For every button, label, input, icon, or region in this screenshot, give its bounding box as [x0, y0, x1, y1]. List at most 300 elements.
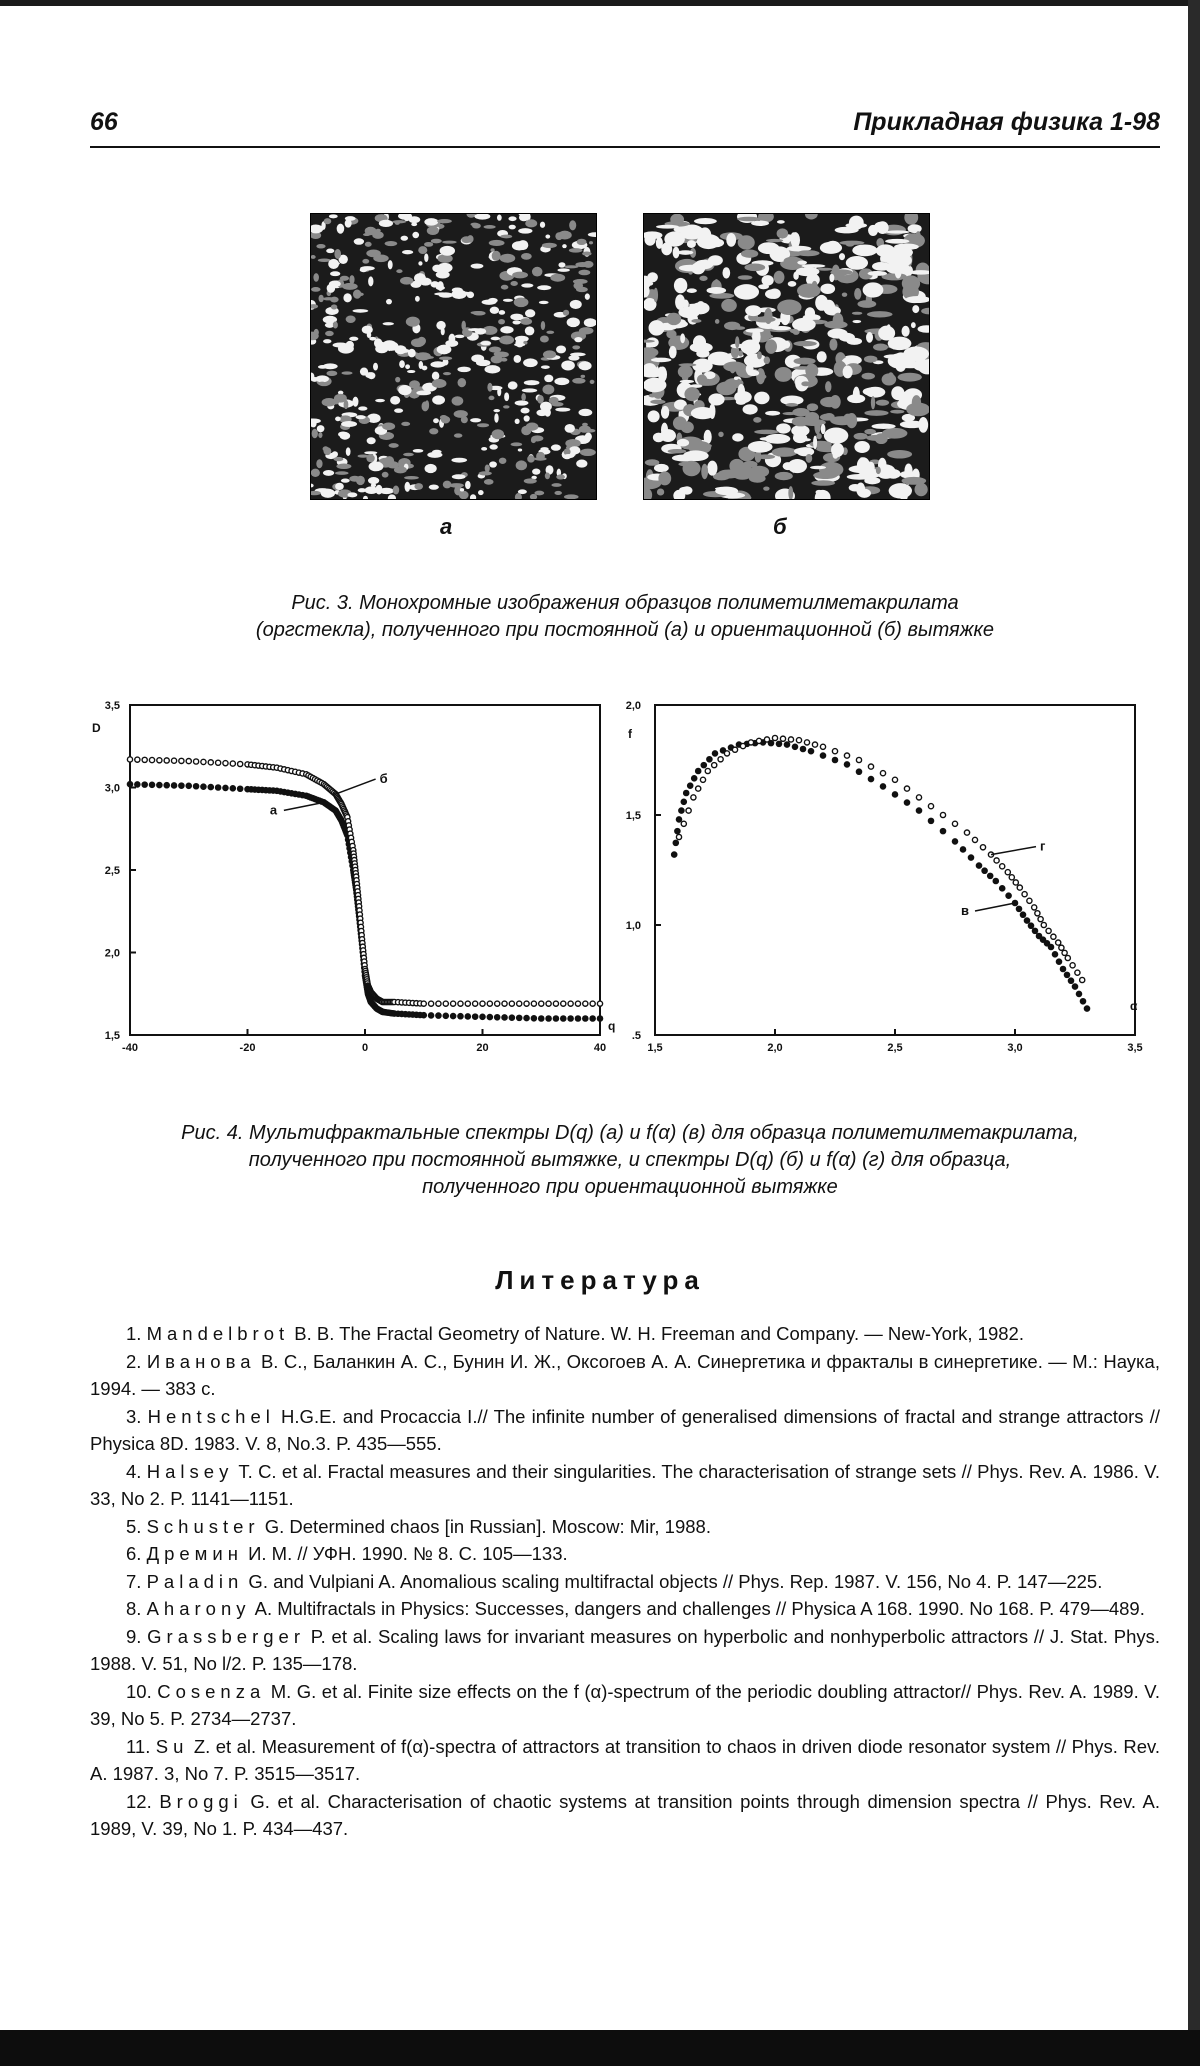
- texture-blob: [489, 444, 497, 449]
- texture-blob: [697, 301, 704, 306]
- texture-blob: [394, 408, 403, 412]
- texture-blob: [316, 375, 329, 382]
- texture-blob: [344, 400, 349, 409]
- texture-blob: [678, 227, 686, 232]
- texture-blob: [572, 378, 585, 384]
- texture-blob: [754, 430, 778, 435]
- texture-blob: [854, 433, 868, 440]
- texture-blob: [551, 483, 561, 487]
- reference-number: 8.: [126, 1598, 147, 1619]
- texture-blob: [887, 450, 912, 459]
- data-point: [135, 782, 140, 787]
- texture-blob: [845, 223, 867, 228]
- data-point: [880, 771, 885, 776]
- figure4-caption-line1: Рис. 4. Мультифрактальные спектры D(q) (а) и f(α) (в) для образца полиметилметакрилата,: [181, 1122, 1079, 1144]
- texture-blob: [911, 322, 916, 328]
- annotation-label: а: [269, 802, 278, 818]
- reference-author: Broggi: [159, 1790, 243, 1812]
- texture-blob: [743, 404, 758, 414]
- texture-blob: [317, 425, 325, 432]
- texture-blob: [454, 433, 462, 437]
- texture-blob: [678, 365, 693, 378]
- texture-blob: [376, 485, 383, 495]
- texture-blob: [788, 281, 797, 287]
- texture-image-b: [643, 213, 930, 500]
- texture-blob: [331, 304, 337, 309]
- texture-blob: [374, 338, 382, 348]
- data-point: [1052, 952, 1057, 957]
- texture-blob: [709, 293, 734, 299]
- texture-blob: [418, 246, 427, 254]
- data-point: [856, 757, 861, 762]
- data-point: [679, 808, 684, 813]
- texture-blob: [758, 284, 769, 289]
- texture-blob: [886, 230, 910, 233]
- texture-blob: [823, 300, 835, 314]
- texture-blob: [515, 419, 520, 424]
- texture-blob: [774, 271, 785, 284]
- texture-blob: [497, 387, 501, 396]
- data-point: [561, 1016, 566, 1021]
- texture-blob: [734, 376, 738, 380]
- texture-blob: [522, 388, 537, 392]
- texture-blob: [521, 253, 532, 260]
- series-1: [672, 740, 1090, 1011]
- texture-blob: [516, 460, 527, 470]
- data-point: [1080, 999, 1085, 1004]
- texture-blob: [403, 453, 414, 457]
- texture-blob: [437, 345, 452, 355]
- texture-blob: [371, 483, 376, 487]
- texture-blob: [805, 307, 815, 319]
- texture-blob: [541, 365, 550, 369]
- texture-blob: [801, 381, 810, 386]
- texture-blob: [398, 385, 411, 395]
- texture-blob: [439, 292, 453, 297]
- texture-blob: [549, 397, 559, 404]
- texture-blob: [585, 293, 590, 299]
- data-point: [524, 1001, 529, 1006]
- texture-blob: [858, 489, 871, 498]
- texture-blob: [589, 241, 593, 244]
- texture-blob: [386, 299, 392, 304]
- texture-blob: [863, 282, 884, 297]
- data-point: [568, 1016, 573, 1021]
- texture-blob: [433, 418, 439, 423]
- texture-blob: [492, 251, 501, 261]
- data-point: [531, 1001, 536, 1006]
- data-point: [171, 758, 176, 763]
- annotation-leader: [284, 802, 324, 810]
- texture-blob: [891, 386, 904, 400]
- data-point: [465, 1001, 470, 1006]
- data-point: [186, 759, 191, 764]
- data-point: [201, 784, 206, 789]
- texture-blob: [699, 276, 707, 281]
- data-point: [1032, 928, 1037, 933]
- texture-blob: [578, 270, 590, 276]
- texture-blob: [485, 465, 490, 473]
- data-point: [1032, 905, 1037, 910]
- annotation-leader: [336, 779, 376, 794]
- texture-blob: [531, 435, 543, 441]
- data-point: [1013, 880, 1018, 885]
- annotation-leader: [975, 903, 1015, 911]
- data-point: [1022, 892, 1027, 897]
- texture-blob: [321, 489, 335, 498]
- figure4-caption-line3: полученного при ориентационной вытяжке: [422, 1176, 838, 1198]
- texture-blob: [544, 375, 553, 382]
- texture-blob: [324, 218, 332, 224]
- data-point: [421, 1001, 426, 1006]
- texture-blob: [644, 378, 666, 393]
- data-point: [972, 837, 977, 842]
- texture-blob: [484, 225, 496, 229]
- texture-blob: [578, 409, 592, 416]
- data-point: [1000, 886, 1005, 891]
- reference-item: [90, 1623, 1160, 1678]
- data-point: [844, 753, 849, 758]
- texture-blob: [738, 275, 753, 279]
- texture-blob: [556, 474, 565, 479]
- data-point: [1060, 966, 1065, 971]
- texture-blob: [489, 346, 501, 352]
- texture-blob: [868, 271, 887, 276]
- texture-blob: [738, 235, 755, 249]
- data-point: [1075, 970, 1080, 975]
- texture-blob: [432, 379, 447, 388]
- texture-blob: [582, 423, 588, 426]
- texture-blob: [885, 239, 909, 244]
- data-point: [756, 738, 761, 743]
- texture-blob: [805, 364, 818, 378]
- texture-blob: [852, 320, 861, 323]
- texture-blob: [514, 298, 529, 308]
- data-point: [553, 1016, 558, 1021]
- data-point: [686, 808, 691, 813]
- data-point: [142, 757, 147, 762]
- texture-blob: [890, 410, 904, 414]
- data-point: [193, 759, 198, 764]
- texture-blob: [430, 361, 445, 367]
- texture-blob: [355, 415, 365, 419]
- texture-blob: [691, 407, 715, 419]
- reference-text: И. М. // УФН. 1990. № 8. С. 105—133.: [242, 1543, 568, 1564]
- reference-item: [90, 1568, 1160, 1596]
- texture-blob: [811, 480, 835, 486]
- texture-blob: [325, 331, 334, 336]
- data-point: [880, 784, 885, 789]
- texture-blob: [407, 370, 415, 373]
- data-point: [712, 751, 717, 756]
- texture-blob: [518, 228, 532, 234]
- texture-blob: [658, 471, 671, 485]
- data-point: [705, 768, 710, 773]
- texture-blob: [765, 411, 780, 416]
- texture-blob: [366, 249, 381, 257]
- x-axis-label: q: [608, 1019, 616, 1033]
- texture-blob: [867, 311, 893, 317]
- texture-blob: [318, 365, 327, 369]
- data-point: [707, 757, 712, 762]
- texture-blob: [846, 242, 855, 247]
- data-point: [800, 746, 805, 751]
- data-point: [531, 1016, 536, 1021]
- texture-blob: [346, 315, 356, 322]
- texture-blob: [724, 322, 740, 330]
- data-point: [223, 785, 228, 790]
- texture-blob: [473, 311, 486, 315]
- reference-author: Aharony: [146, 1598, 251, 1619]
- texture-blob: [404, 217, 409, 221]
- texture-blob: [501, 358, 508, 362]
- reference-item: [90, 1678, 1160, 1733]
- reference-number: 1.: [126, 1323, 147, 1344]
- annotation-leader: [991, 847, 1036, 855]
- texture-blob: [418, 261, 422, 265]
- texture-blob: [541, 321, 545, 330]
- texture-blob: [500, 254, 516, 263]
- texture-blob: [334, 395, 340, 404]
- texture-blob: [564, 265, 578, 268]
- data-point: [916, 795, 921, 800]
- data-point: [502, 1015, 507, 1020]
- data-point: [1051, 934, 1056, 939]
- texture-blob: [512, 272, 528, 279]
- data-point: [590, 1001, 595, 1006]
- texture-blob: [367, 372, 375, 379]
- texture-blob: [425, 400, 429, 410]
- texture-blob: [573, 279, 588, 284]
- texture-blob: [757, 351, 762, 359]
- reference-text: A. Multifractals in Physics: Successes, dangers and challenges // Physica A 168. 1990. No 168. P. 479—489.: [250, 1598, 1145, 1619]
- annotation-label: г: [1040, 838, 1046, 854]
- texture-blob: [401, 236, 409, 241]
- data-point: [960, 847, 965, 852]
- data-point: [1027, 898, 1032, 903]
- texture-blob: [362, 259, 369, 264]
- data-point: [1046, 928, 1051, 933]
- texture-blob: [678, 307, 700, 318]
- y-tick-label: 2,5: [104, 865, 120, 877]
- texture-blob: [684, 387, 699, 401]
- texture-blob: [335, 417, 341, 422]
- texture-blob: [570, 353, 586, 357]
- reference-text: M. G. et al. Finite size effects on the f (α)-spectrum of the periodic doubling attractor// Phys. Rev. A. 1989. V. 39, No 5. P. 2734—2737.: [90, 1680, 1161, 1729]
- texture-blob: [696, 350, 709, 358]
- texture-blob: [503, 299, 513, 302]
- data-point: [940, 829, 945, 834]
- data-point: [701, 763, 706, 768]
- data-point: [208, 784, 213, 789]
- texture-blob: [478, 490, 484, 495]
- texture-blob: [413, 449, 424, 453]
- data-point: [583, 1001, 588, 1006]
- texture-blob: [481, 447, 487, 451]
- y-tick-label: 3,5: [104, 700, 120, 712]
- texture-blob: [542, 385, 554, 395]
- texture-blob: [912, 305, 919, 313]
- texture-blob: [544, 408, 551, 416]
- reference-number: 2.: [126, 1350, 147, 1372]
- texture-blob: [399, 360, 405, 368]
- texture-blob: [580, 449, 596, 456]
- y-axis-label: D: [92, 721, 101, 735]
- data-point: [928, 818, 933, 823]
- texture-blob: [349, 476, 360, 482]
- texture-blob: [427, 226, 439, 235]
- reference-text: T. C. et al. Fractal measures and their singularities. The characterisation of strange sets // Phys. Rev. A. 1986. V. 33, No 2. P. 1141—1151.: [90, 1460, 1161, 1509]
- reference-item: [90, 1513, 1160, 1541]
- data-point: [748, 740, 753, 745]
- texture-blob: [449, 483, 464, 488]
- texture-blob: [330, 297, 339, 303]
- data-point: [692, 776, 697, 781]
- texture-blob: [862, 373, 875, 380]
- reference-item: [90, 1595, 1160, 1623]
- texture-blob: [718, 432, 723, 438]
- data-point: [868, 776, 873, 781]
- reference-number: 5.: [126, 1515, 147, 1537]
- data-point: [772, 735, 777, 740]
- data-point: [892, 792, 897, 797]
- texture-blob: [472, 223, 481, 228]
- data-point: [553, 1001, 558, 1006]
- data-point: [952, 821, 957, 826]
- reference-number: 7.: [126, 1570, 147, 1592]
- texture-blob: [914, 483, 927, 496]
- reference-number: 3.: [126, 1405, 148, 1427]
- data-point: [171, 783, 176, 788]
- texture-blob: [332, 451, 338, 457]
- data-point: [164, 783, 169, 788]
- texture-blob: [436, 271, 450, 279]
- figure3-caption-line2: (оргстекла), полученного при постоянной (а) и ориентационной (б) вытяжке: [255, 619, 995, 641]
- texture-blob: [898, 373, 922, 382]
- texture-blob: [801, 264, 825, 268]
- texture-blob: [441, 328, 445, 336]
- reference-number: 10.: [126, 1680, 158, 1702]
- texture-blob: [424, 218, 438, 225]
- figure3-label-b: б: [773, 514, 787, 539]
- texture-blob: [514, 343, 525, 346]
- texture-blob: [523, 358, 538, 367]
- texture-blob: [572, 345, 580, 349]
- texture-blob: [500, 235, 512, 239]
- texture-blob: [825, 381, 831, 392]
- texture-blob: [570, 300, 582, 309]
- texture-blob: [829, 274, 834, 283]
- texture-blob: [833, 313, 844, 329]
- data-point: [1068, 978, 1073, 983]
- texture-blob: [312, 429, 318, 438]
- data-point: [208, 760, 213, 765]
- data-point: [509, 1001, 514, 1006]
- texture-blob: [362, 326, 373, 334]
- texture-blob: [895, 264, 902, 279]
- data-point: [675, 829, 680, 834]
- texture-blob: [864, 410, 888, 416]
- reference-number: 9.: [126, 1625, 148, 1647]
- texture-blob: [489, 461, 497, 467]
- figure4-caption: [95, 1120, 1165, 1201]
- texture-blob: [490, 307, 499, 314]
- texture-blob: [385, 456, 395, 466]
- texture-blob: [871, 396, 875, 409]
- texture-blob: [492, 429, 505, 439]
- texture-blob: [765, 339, 777, 354]
- texture-blob: [338, 344, 354, 354]
- texture-blob: [852, 244, 877, 256]
- data-point: [808, 749, 813, 754]
- texture-blob: [754, 392, 769, 405]
- texture-blob: [394, 466, 407, 473]
- data-point: [832, 757, 837, 762]
- texture-blob: [718, 469, 741, 478]
- texture-blob: [441, 416, 450, 424]
- data-point: [473, 1014, 478, 1019]
- data-point: [142, 782, 147, 787]
- texture-blob: [908, 224, 922, 233]
- texture-blob: [771, 326, 791, 330]
- texture-blob: [744, 264, 765, 272]
- reference-text: P. et al. Scaling laws for invariant measures on hyperbolic and nonhyperbolic attractors // J. Stat. Phys. 1988. V. 51, No l/2. P. 135—178.: [90, 1625, 1160, 1674]
- texture-blob: [519, 214, 529, 221]
- reference-author: Cosenza: [157, 1680, 266, 1702]
- texture-blob: [415, 296, 420, 302]
- texture-blob: [349, 275, 354, 284]
- data-point: [451, 1013, 456, 1018]
- texture-blob: [334, 249, 341, 259]
- texture-blob: [328, 259, 339, 269]
- data-point: [1038, 917, 1043, 922]
- texture-blob: [542, 243, 557, 248]
- data-point: [1056, 959, 1061, 964]
- texture-blob: [644, 281, 653, 286]
- texture-blob: [318, 432, 322, 438]
- reference-author: Иванова: [146, 1350, 256, 1372]
- texture-blob: [839, 253, 845, 260]
- texture-blob: [645, 459, 660, 466]
- texture-blob: [565, 424, 575, 433]
- data-point: [443, 1013, 448, 1018]
- data-point: [487, 1014, 492, 1019]
- texture-blob: [510, 314, 523, 321]
- data-point: [238, 786, 243, 791]
- texture-blob: [509, 225, 516, 230]
- texture-blob: [708, 255, 723, 265]
- data-point: [238, 761, 243, 766]
- texture-blob: [830, 269, 852, 275]
- texture-blob: [716, 382, 736, 396]
- texture-blob: [735, 336, 739, 348]
- texture-blob: [439, 357, 452, 361]
- data-point: [952, 839, 957, 844]
- texture-blob: [581, 375, 586, 378]
- data-point: [724, 751, 729, 756]
- texture-blob: [404, 476, 419, 480]
- texture-blob: [451, 458, 467, 463]
- texture-blob: [400, 277, 413, 285]
- texture-blob: [460, 488, 464, 491]
- texture-blob: [821, 424, 826, 434]
- texture-blob: [508, 216, 516, 221]
- texture-blob: [498, 319, 505, 324]
- data-point: [764, 737, 769, 742]
- data-point: [1028, 923, 1033, 928]
- texture-blob: [461, 236, 471, 243]
- texture-blob: [569, 248, 583, 253]
